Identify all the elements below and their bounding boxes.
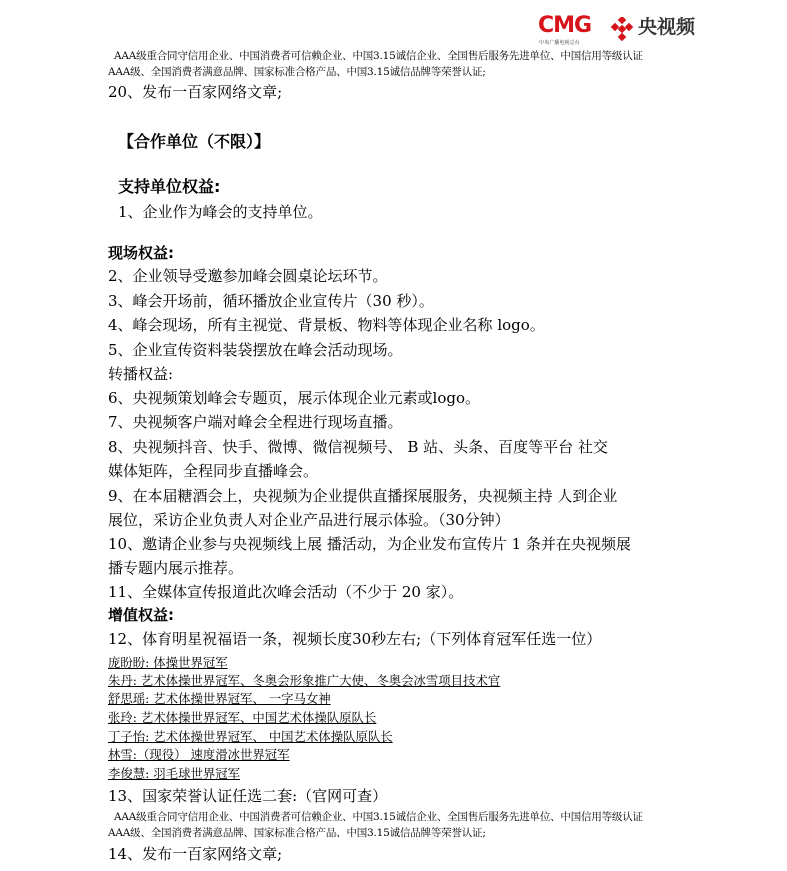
broadcast-item: 媒体矩阵，全程同步直播峰会。 [108, 462, 319, 480]
top-honors-line-1: AAA级重合同守信用企业、中国消费者可信赖企业、中国3.15诚信企业、全国售后服务先进单位、中国信用等级认证 [114, 50, 643, 62]
champion-entry: 丁子怡: 艺术体操世界冠军、 中国艺术体操队原队长 [108, 729, 393, 744]
champion-entry: 林雪:（现役） 速度滑冰世界冠军 [108, 747, 290, 762]
broadcast-item: 11、全媒体宣传报道此次峰会活动（不少于 20 家）。 [108, 583, 464, 601]
onsite-item: 2、企业领导受邀参加峰会圆桌论坛环节。 [108, 267, 388, 285]
cctv-channel-name: 央视频 [638, 16, 696, 38]
broadcast-item: 9、在本届糖酒会上，央视频为企业提供直播探展服务，央视频主持 人到企业 [108, 487, 618, 505]
bottom-honors-line-1: AAA级重合同守信用企业、中国消费者可信赖企业、中国3.15诚信企业、全国售后服务先进单位、中国信用等级认证 [114, 811, 643, 823]
bottom-honors-line-2: AAA级、全国消费者满意品牌、国家标准合格产品、中国3.15诚信品牌等荣誉认证; [108, 827, 486, 839]
champion-entry: 李俊慧: 羽毛球世界冠军 [108, 766, 241, 781]
onsite-item: 3、峰会开场前，循环播放企业宣传片（30 秒）。 [108, 292, 434, 310]
support-item-1: 1、企业作为峰会的支持单位。 [118, 203, 323, 221]
section-title: 【合作单位（不限）】 [118, 132, 271, 151]
cmg-brand: CMG [538, 13, 592, 38]
champion-entry: 庞盼盼: 体操世界冠军 [108, 655, 228, 670]
onsite-title: 现场权益: [108, 244, 174, 262]
cmg-cctv-logo [538, 14, 728, 48]
champion-entry: 张玲: 艺术体操世界冠军、中国艺术体操队原队长 [108, 710, 377, 725]
value-title: 增值权益: [108, 606, 174, 624]
onsite-item: 5、企业宣传资料装袋摆放在峰会活动现场。 [108, 341, 403, 359]
support-title: 支持单位权益: [118, 177, 221, 196]
top-honors-line-2: AAA级、全国消费者满意品牌、国家标准合格产品、中国3.15诚信品牌等荣誉认证; [108, 66, 486, 78]
broadcast-item: 播专题内展示推荐。 [108, 559, 244, 577]
item-12: 12、体育明星祝福语一条，视频长度30秒左右;（下列体育冠军任选一位） [108, 630, 602, 648]
broadcast-item: 8、央视频抖音、快手、微博、微信视频号、 B 站、头条、百度等平台 社交 [108, 438, 608, 456]
broadcast-title: 转播权益: [108, 365, 174, 383]
broadcast-item: 6、央视频策划峰会专题页，展示体现企业元素或logo。 [108, 389, 481, 407]
champion-entry: 舒思瑶: 艺术体操世界冠军、 一字马女神 [108, 691, 331, 706]
broadcast-item: 7、央视频客户端对峰会全程进行现场直播。 [108, 413, 403, 431]
onsite-item: 4、峰会现场，所有主视觉、背景板、物料等体现企业名称 logo。 [108, 316, 545, 334]
cctv-dots-icon [608, 17, 636, 41]
item-13: 13、国家荣誉认证任选二套:（官网可查） [108, 787, 388, 805]
broadcast-item: 展位，采访企业负责人对企业产品进行展示体验。（30分钟） [108, 511, 510, 529]
item-14: 14、发布一百家网络文章; [108, 845, 283, 863]
champion-entry: 朱丹: 艺术体操世界冠军、冬奥会形象推广大使、冬奥会冰雪项目技术官 [108, 673, 501, 688]
cmg-brand-sub: 中央广播电视总台 [539, 39, 580, 46]
item-20: 20、发布一百家网络文章; [108, 83, 283, 101]
broadcast-item: 10、邀请企业参与央视频线上展 播活动，为企业发布宣传片 1 条并在央视频展 [108, 535, 631, 553]
